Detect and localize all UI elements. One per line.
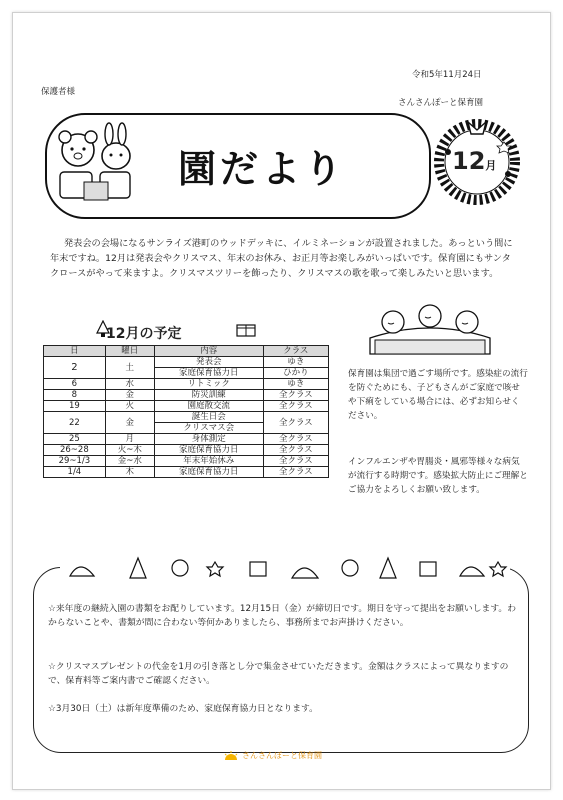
schedule-header-row xyxy=(44,346,329,357)
event-cell: 園庭散交流 xyxy=(154,401,263,412)
class-cell: 全クラス xyxy=(263,467,328,478)
month-suffix: 月 xyxy=(485,159,497,172)
day-cell: 26~28 xyxy=(44,445,106,456)
col-event: 内容 xyxy=(154,346,263,357)
christmas-decoration-row-icon xyxy=(60,548,510,584)
event-cell: 防災訓練 xyxy=(154,390,263,401)
day-cell: 8 xyxy=(44,390,106,401)
col-day: 日 xyxy=(44,346,106,357)
table-row xyxy=(44,412,329,423)
health-notice-1: 保育園は集団で過ごす場所です。感染症の流行を防ぐためにも、子どもさんがご家庭で咳せや下痢をしている場合には、必ずお知らせください。 xyxy=(348,369,528,421)
table-row xyxy=(44,467,329,478)
event-cell: 家庭保育協力日 xyxy=(154,368,263,379)
event-cell: リトミック xyxy=(154,379,263,390)
weekday-cell: 金 xyxy=(105,390,154,401)
event-cell: 年末年始休み xyxy=(154,456,263,467)
day-cell: 6 xyxy=(44,379,106,390)
gift-box-icon xyxy=(235,319,257,337)
day-cell: 29~1/3 xyxy=(44,456,106,467)
event-cell: クリスマス会 xyxy=(154,423,263,434)
class-cell: 全クラス xyxy=(263,412,328,434)
issue-date: 令和5年11月24日 xyxy=(412,70,482,80)
event-cell: 家庭保育協力日 xyxy=(154,467,263,478)
class-cell: ゆき xyxy=(263,357,328,368)
col-weekday: 曜日 xyxy=(105,346,154,357)
table-row xyxy=(44,445,329,456)
event-cell: 身体測定 xyxy=(154,434,263,445)
class-cell: 全クラス xyxy=(263,401,328,412)
weekday-cell: 木 xyxy=(105,467,154,478)
bear-rabbit-mascot-icon xyxy=(50,120,146,212)
weekday-cell: 金 xyxy=(105,412,154,434)
table-row xyxy=(44,390,329,401)
addressee: 保護者様 xyxy=(41,87,76,97)
day-cell: 2 xyxy=(44,357,106,379)
day-cell: 19 xyxy=(44,401,106,412)
health-notice-2: インフルエンザや胃腸炎・風邪等様々な病気が流行する時期です。感染拡大防止にご理解とご協力をよろしくお願い致します。 xyxy=(348,457,528,495)
footer-logo xyxy=(224,750,322,761)
day-cell: 25 xyxy=(44,434,106,445)
sun-logo-icon xyxy=(224,751,238,761)
sleeping-children-icon xyxy=(365,298,495,356)
col-class: クラス xyxy=(263,346,328,357)
weekday-cell: 水 xyxy=(105,379,154,390)
class-cell: 全クラス xyxy=(263,445,328,456)
weekday-cell: 月 xyxy=(105,434,154,445)
weekday-cell: 金~水 xyxy=(105,456,154,467)
event-cell: 発表会 xyxy=(154,357,263,368)
table-row xyxy=(44,401,329,412)
present-fee-note: ☆クリスマスプレゼントの代金を1月の引き落とし分で集金させていただきます。金額はクラスによって異なりますので、保育料等ご案内書でご確認ください。 xyxy=(48,662,509,686)
event-cell: 家庭保育協力日 xyxy=(154,445,263,456)
event-cell: 誕生日会 xyxy=(154,412,263,423)
class-cell: ひかり xyxy=(263,368,328,379)
day-cell: 1/4 xyxy=(44,467,106,478)
month-label xyxy=(452,147,496,175)
weekday-cell: 土 xyxy=(105,357,154,379)
class-cell: ゆき xyxy=(263,379,328,390)
schedule-table xyxy=(43,345,329,478)
weekday-cell: 火 xyxy=(105,401,154,412)
schedule-title: 12月の予定 xyxy=(106,326,182,342)
class-cell: 全クラス xyxy=(263,434,328,445)
enrollment-note: ☆来年度の継続入園の書類をお配りしています。12月15日（金）が締切日です。期日を守って提出をお願いします。わからないことや、書類が間に合わない等何かありましたら、事務所までお声掛けください。 xyxy=(48,604,517,628)
table-row xyxy=(44,456,329,467)
table-row xyxy=(44,379,329,390)
day-cell: 22 xyxy=(44,412,106,434)
intro-paragraph: 発表会の会場になるサンライズ港町のウッドデッキに、イルミネーションが設置されました。あっという間に年末ですね。12月は発表会やクリスマス、年末のお休み、お正月等お楽しみがいっぱいです。保育園にもサンタクロースがやって来ますよ。クリスマスツリーを飾ったり、クリスマスの歌を歌って楽しみたいと思います。 xyxy=(50,238,513,279)
class-cell: 全クラス xyxy=(263,456,328,467)
table-row xyxy=(44,434,329,445)
closure-note: ☆3月30日（土）は新年度準備のため、家庭保育協力日となります。 xyxy=(48,704,318,714)
newsletter-title: 園だより xyxy=(178,147,347,191)
class-cell: 全クラス xyxy=(263,390,328,401)
footer-org-name: さんさんぽーと保育園 xyxy=(242,751,322,760)
month-number: 12 xyxy=(452,147,486,175)
table-row xyxy=(44,357,329,368)
organization-name: さんさんぽーと保育園 xyxy=(398,98,484,108)
weekday-cell: 火~木 xyxy=(105,445,154,456)
